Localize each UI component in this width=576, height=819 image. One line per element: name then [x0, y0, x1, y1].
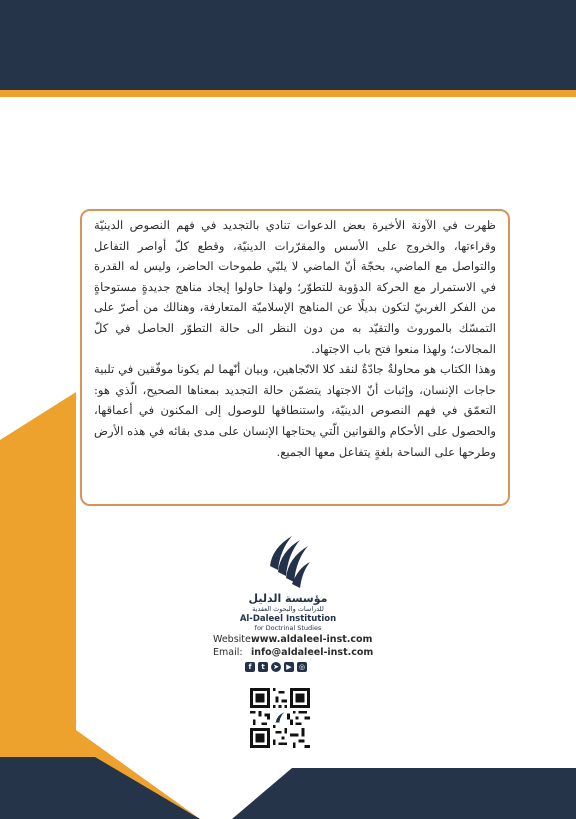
email-row	[213, 646, 373, 659]
youtube-icon[interactable]: ▶	[284, 662, 294, 672]
email-label: Email:	[213, 647, 243, 658]
website-row	[213, 633, 373, 646]
publisher-logo-icon	[262, 528, 314, 590]
navy-bottom-right-shape	[232, 768, 576, 819]
publisher-subtitle-arabic: للدراسات والبحوث العقدية	[252, 605, 324, 613]
telegram-icon[interactable]: ➤	[271, 662, 281, 672]
contact-info	[213, 633, 373, 659]
publisher-name-english: Al-Daleel Institution	[239, 614, 337, 624]
back-cover-blurb	[80, 209, 510, 506]
blurb-paragraph-2: وهذا الكتاب هو محاولةٌ جادّةٌ لنقد كلا الاتّجاهين، وبيان أنّهما لم يكونا موفّقين في تلبية حاجات الإنسان، وإثبات أنّ الاجتهاد يتضمّن حالة التجديد بمعناها الصحيح، الّذي هو: التعمّق في فهم النصوص الدينيّة، واستنطاقها للوصول إلى المكنون في أعماقها، والحصول على الأحكام والقوانين الّتي يحتاجها الإنسان على مدى بقائه في هذه الأرض وطرحها على الساحة بلغةٍ يتفاعل معها الجميع.	[94, 362, 496, 459]
website-label: Website:	[213, 634, 255, 645]
publisher-name-arabic: مؤسسة الدليل	[248, 592, 328, 605]
social-icons-row	[245, 662, 307, 672]
facebook-icon[interactable]: f	[245, 662, 255, 672]
email-link[interactable]: info@aldaleel-inst.com	[251, 647, 374, 658]
twitter-icon[interactable]: t	[258, 662, 268, 672]
navy-bottom-left-shape	[0, 757, 200, 819]
qr-code[interactable]	[250, 688, 310, 748]
blurb-paragraph-1: ظهرت في الآونة الأخيرة بعض الدعوات تنادي بالتجديد في فهم النصوص الدينيّة وقراءتها، والخروج على الأسس والمقرّرات الدينيّة، وقطع كلّ أواصر التفاعل والتواصل مع الماضي، بحجّة أنّ الماضي لا يلبّي طموحات الحاضر، وليس له القدرة في الاستمرار مع الحركة الدؤوبة للتطوّر؛ ولهذا حاولوا إيجاد مناهج جديدةٍ مستوحاةٍ من الفكر الغربيّ لتكون بديلًا عن المناهج الإسلاميّة المتعارفة، وهنالك من أصرّ على التمسّك بالموروث والتقيّد به من دون النظر الى حالة التطوّر الحاصل في كلّ المجالات؛ ولهذا منعوا فتح باب الاجتهاد.	[94, 218, 496, 356]
instagram-icon[interactable]: ◎	[298, 663, 306, 671]
publisher-logo-block	[200, 528, 376, 632]
publisher-subtitle-english: for Doctrinal Studies	[254, 624, 322, 632]
website-link[interactable]: www.aldaleel-inst.com	[251, 634, 373, 645]
